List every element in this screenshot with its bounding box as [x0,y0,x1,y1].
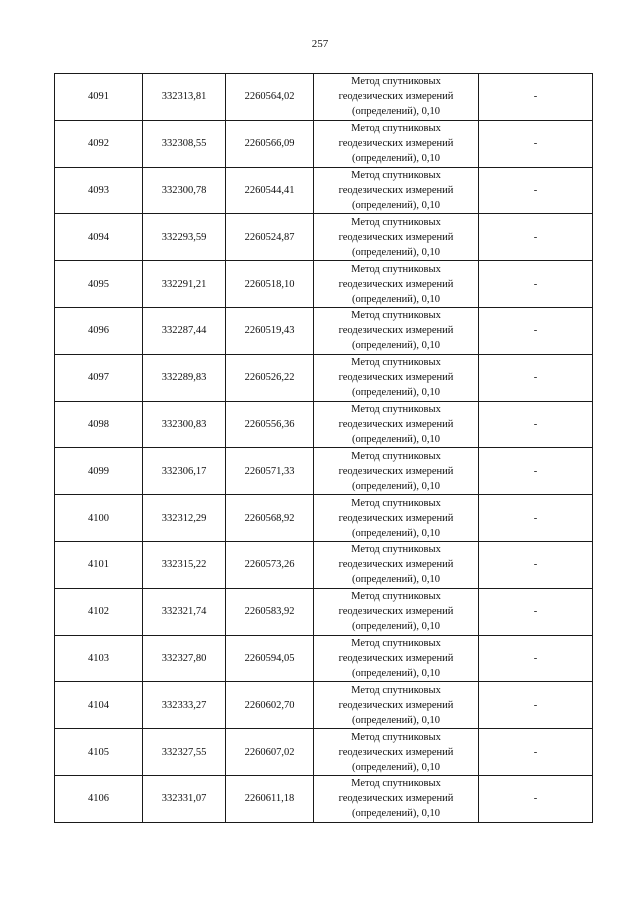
y-coordinate-cell: 2260611,18 [226,775,314,822]
y-coordinate-cell: 2260544,41 [226,167,314,214]
method-line: геодезических измерений [338,184,454,196]
y-coordinate-cell: 2260568,92 [226,495,314,542]
method-line: (определений), 0,10 [351,480,441,492]
note-cell: - [479,261,593,308]
method-line: Метод спутниковых [351,637,441,649]
method-line: Метод спутниковых [351,216,441,228]
x-coordinate-cell: 332293,59 [143,214,226,261]
y-coordinate-cell: 2260566,09 [226,120,314,167]
method-line: геодезических измерений [338,699,454,711]
method-line: (определений), 0,10 [351,621,441,633]
table-row [55,354,593,401]
method-line: Метод спутниковых [351,403,441,415]
point-number-cell: 4094 [55,214,143,261]
note-cell: - [479,729,593,776]
x-coordinate-cell: 332327,80 [143,635,226,682]
method-line: Метод спутниковых [351,263,441,275]
point-number-cell: 4104 [55,682,143,729]
method-cell [314,354,479,401]
method-line: геодезических измерений [338,231,454,243]
y-coordinate-cell: 2260602,70 [226,682,314,729]
note-cell: - [479,775,593,822]
method-line: (определений), 0,10 [351,340,441,352]
point-number-cell: 4105 [55,729,143,776]
x-coordinate-cell: 332306,17 [143,448,226,495]
note-cell: - [479,167,593,214]
method-line: геодезических измерений [338,512,454,524]
method-line: геодезических измерений [338,465,454,477]
method-line: Метод спутниковых [351,497,441,509]
method-line: геодезических измерений [338,278,454,290]
method-cell [314,307,479,354]
table-row [55,167,593,214]
method-cell [314,729,479,776]
y-coordinate-cell: 2260573,26 [226,541,314,588]
table-row [55,682,593,729]
method-line: (определений), 0,10 [351,153,441,165]
point-number-cell: 4096 [55,307,143,354]
method-line: геодезических измерений [338,606,454,618]
coordinates-table [54,73,593,823]
table-row [55,495,593,542]
method-line: геодезических измерений [338,372,454,384]
table-row [55,401,593,448]
method-line: (определений), 0,10 [351,714,441,726]
method-line: (определений), 0,10 [351,293,441,305]
method-cell [314,74,479,121]
point-number-cell: 4102 [55,588,143,635]
table-row [55,261,593,308]
x-coordinate-cell: 332291,21 [143,261,226,308]
note-cell: - [479,682,593,729]
method-cell [314,448,479,495]
point-number-cell: 4095 [55,261,143,308]
table-body [55,74,593,823]
method-line: (определений), 0,10 [351,106,441,118]
point-number-cell: 4093 [55,167,143,214]
x-coordinate-cell: 332315,22 [143,541,226,588]
method-cell [314,120,479,167]
note-cell: - [479,354,593,401]
method-line: (определений), 0,10 [351,246,441,258]
x-coordinate-cell: 332312,29 [143,495,226,542]
note-cell: - [479,541,593,588]
table-row [55,74,593,121]
method-line: Метод спутниковых [351,544,441,556]
y-coordinate-cell: 2260556,36 [226,401,314,448]
method-line: Метод спутниковых [351,591,441,603]
method-cell [314,214,479,261]
y-coordinate-cell: 2260564,02 [226,74,314,121]
method-line: (определений), 0,10 [351,527,441,539]
note-cell: - [479,120,593,167]
note-cell: - [479,401,593,448]
note-cell: - [479,448,593,495]
x-coordinate-cell: 332327,55 [143,729,226,776]
note-cell: - [479,74,593,121]
x-coordinate-cell: 332313,81 [143,74,226,121]
page-number: 257 [311,38,329,50]
point-number-cell: 4098 [55,401,143,448]
y-coordinate-cell: 2260571,33 [226,448,314,495]
method-line: Метод спутниковых [351,123,441,135]
method-line: геодезических измерений [338,91,454,103]
note-cell: - [479,307,593,354]
method-line: Метод спутниковых [351,778,441,790]
note-cell: - [479,635,593,682]
note-cell: - [479,214,593,261]
x-coordinate-cell: 332333,27 [143,682,226,729]
y-coordinate-cell: 2260526,22 [226,354,314,401]
x-coordinate-cell: 332308,55 [143,120,226,167]
method-line: геодезических измерений [338,793,454,805]
point-number-cell: 4106 [55,775,143,822]
method-cell [314,261,479,308]
x-coordinate-cell: 332289,83 [143,354,226,401]
method-line: (определений), 0,10 [351,808,441,820]
method-line: геодезических измерений [338,325,454,337]
method-cell [314,588,479,635]
method-cell [314,775,479,822]
method-cell [314,635,479,682]
y-coordinate-cell: 2260524,87 [226,214,314,261]
table-row [55,448,593,495]
table-row [55,775,593,822]
x-coordinate-cell: 332331,07 [143,775,226,822]
method-cell [314,167,479,214]
method-cell [314,682,479,729]
method-line: Метод спутниковых [351,76,441,88]
note-cell: - [479,588,593,635]
table-row [55,588,593,635]
y-coordinate-cell: 2260519,43 [226,307,314,354]
x-coordinate-cell: 332300,78 [143,167,226,214]
method-line: (определений), 0,10 [351,667,441,679]
y-coordinate-cell: 2260583,92 [226,588,314,635]
point-number-cell: 4092 [55,120,143,167]
method-line: геодезических измерений [338,559,454,571]
method-cell [314,495,479,542]
table-row [55,729,593,776]
x-coordinate-cell: 332300,83 [143,401,226,448]
method-line: (определений), 0,10 [351,574,441,586]
method-cell [314,401,479,448]
x-coordinate-cell: 332321,74 [143,588,226,635]
point-number-cell: 4099 [55,448,143,495]
method-line: геодезических измерений [338,138,454,150]
point-number-cell: 4101 [55,541,143,588]
table-row [55,214,593,261]
x-coordinate-cell: 332287,44 [143,307,226,354]
method-line: (определений), 0,10 [351,761,441,773]
method-line: геодезических измерений [338,418,454,430]
method-line: Метод спутниковых [351,450,441,462]
y-coordinate-cell: 2260594,05 [226,635,314,682]
point-number-cell: 4097 [55,354,143,401]
method-line: (определений), 0,10 [351,387,441,399]
table-row [55,307,593,354]
note-cell: - [479,495,593,542]
method-line: Метод спутниковых [351,731,441,743]
table-row [55,635,593,682]
method-line: (определений), 0,10 [351,199,441,211]
method-line: геодезических измерений [338,746,454,758]
method-line: Метод спутниковых [351,310,441,322]
method-line: Метод спутниковых [351,357,441,369]
method-line: Метод спутниковых [351,169,441,181]
point-number-cell: 4091 [55,74,143,121]
y-coordinate-cell: 2260607,02 [226,729,314,776]
point-number-cell: 4103 [55,635,143,682]
table-row [55,541,593,588]
method-line: (определений), 0,10 [351,433,441,445]
y-coordinate-cell: 2260518,10 [226,261,314,308]
point-number-cell: 4100 [55,495,143,542]
method-line: Метод спутниковых [351,684,441,696]
method-line: геодезических измерений [338,652,454,664]
method-cell [314,541,479,588]
table-row [55,120,593,167]
